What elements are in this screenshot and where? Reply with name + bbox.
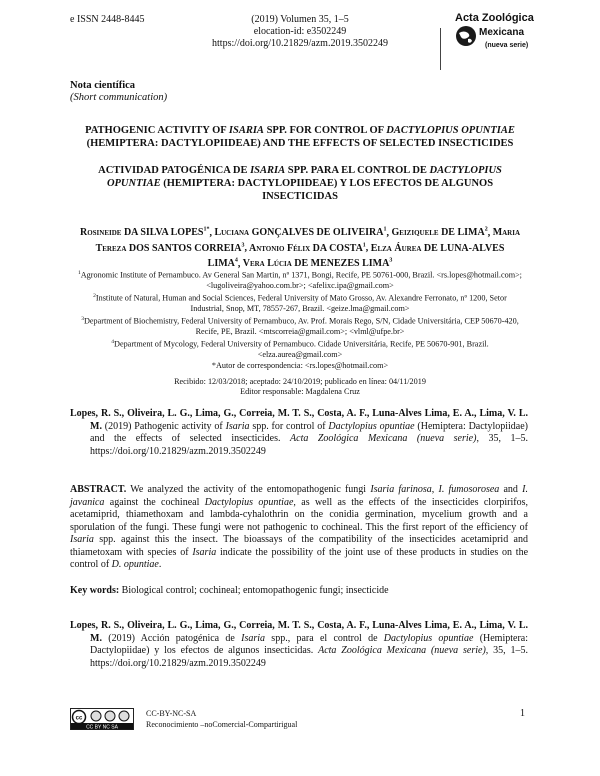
journal-name-line3: (nueva serie) xyxy=(485,42,529,49)
author: Elza Áurea DE LUNA-ALVES LIMA$^4$ xyxy=(207,242,505,269)
page-number: 1 xyxy=(520,708,525,719)
article-type-es: Nota científica xyxy=(70,80,136,91)
journal-name-line1: Acta Zoológica xyxy=(455,12,534,24)
header-citation xyxy=(180,14,420,50)
affiliation: $^4$Department of Mycology, Federal University of Pernambuco. Cidade Universitária, Recife, PE 50670-901, Brazil. <elza.aurea@gmail.com> xyxy=(111,339,489,360)
cc-license-badge[interactable] xyxy=(70,708,134,730)
citation-authors: Lopes, R. S., Oliveira, L. G., Lima, G., Correia, M. T. S., Costa, A. F., Luna-Alves Lima, E. A., Lima, V. L. M. xyxy=(70,408,528,432)
title-genus: ISARIA xyxy=(228,125,264,136)
article-type xyxy=(70,80,167,104)
author: Maria Tereza DOS SANTOS CORREIA$^3$ xyxy=(95,227,521,254)
title-text: (HEMIPTERA: DACTYLOPIIDEAE) AND THE EFFECTS OF SELECTED INSECTICIDES xyxy=(86,138,514,149)
author: Geiziquele DE LIMA$^2$ xyxy=(391,227,488,239)
abstract-label: ABSTRACT. xyxy=(70,484,127,495)
keywords-text: Biological control; cochineal; entomopathogenic fungi; insecticide xyxy=(119,585,389,596)
title-species: DACTYLOPIUS OPUNTIAE xyxy=(386,125,515,136)
title-genus: ISARIA xyxy=(250,165,286,176)
globe-icon xyxy=(455,25,477,47)
license-description: Reconocimiento –noComercial-Compartirigual xyxy=(146,720,298,729)
title-text: SPP. FOR CONTROL OF xyxy=(263,125,387,136)
citation-authors: Lopes, R. S., Oliveira, L. G., Lima, G., Correia, M. T. S., Costa, A. F., Luna-Alves Lima, E. A., Lima, V. L. M. xyxy=(70,620,528,644)
editor: Editor responsable: Magdalena Cruz xyxy=(240,387,360,397)
page-header xyxy=(0,14,600,74)
title-text: SPP. PARA EL CONTROL DE xyxy=(285,165,430,176)
citation-spanish: Lopes, R. S., Oliveira, L. G., Lima, G., Correia, M. T. S., Costa, A. F., Luna-Alves Lima, E. A., Lima, V. L. M. (2019) Acción patogénica de Isaria spp., para el control de Dactylopius opuntiae (Hemiptera: Dactylopiidae) y los efectos de algunos insecticidas. Acta Zoológica Mexicana (nueva serie), 35, 1–5. https://doi.org/10.21829/azm.2019.3502249 xyxy=(70,620,529,669)
license-text xyxy=(146,708,297,730)
abstract: ABSTRACT. We analyzed the activity of the entomopathogenic fungi Isaria farinosa, I. fumosorosea and I. javanica against the cochineal Dactylopius opuntiae, as well as the effects of the insecticides clorpirifos, acetamiprid, thiamethoxam and lambda-cyhalothrin on the conidia germination, mycelium growth and a sporulation of the fungi. These fungi were not pathogenic to cochineal. This the first report of the efficiency of Isaria spp. against this the insect. The bioassays of the compatibility of the insecticides acetamiprid and thiametoxam with species of Isaria indicate the possibility of the joint use of these products in studies on the control of D. opuntiae. xyxy=(70,484,529,570)
citation-english: Lopes, R. S., Oliveira, L. G., Lima, G., Correia, M. T. S., Costa, A. F., Luna-Alves Lima, E. A., Lima, V. L. M. (2019) Pathogenic activity of Isaria spp. for control of Dactylopius opuntiae (Hemiptera: Dactylopiidae) and the effects of selected insecticides. Acta Zoológica Mexicana (nueva serie), 35, 1–5. https://doi.org/10.21829/azm.2019.3502249 xyxy=(70,408,529,457)
doi-link[interactable]: https://doi.org/10.21829/azm.2019.3502249 xyxy=(212,38,388,49)
issn: e ISSN 2448-8445 xyxy=(70,14,145,25)
title-text: (HEMIPTERA: DACTYLOPIIDEAE) Y LOS EFECTOS DE ALGUNOS INSECTICIDAS xyxy=(160,178,494,202)
corresponding-author: *Autor de correspondencia: <rs.lopes@hotmail.com> xyxy=(211,360,389,370)
license-code: CC-BY-NC-SA xyxy=(146,709,197,718)
author: Rosineide DA SILVA $LOPES^{1*}$ xyxy=(79,227,210,239)
keywords-label: Key words: xyxy=(70,585,120,596)
affiliation: $^3$Department of Biochemistry, Federal University of Pernambuco, Av. Prof. Morais Rego, S/N, Cidade Universitária, CEP 50670-420, Recife, PE, Brazil. <mtscorreia@gmail.com>; <vlml@ufpe.br> xyxy=(81,316,519,337)
svg-text:cc: cc xyxy=(75,715,83,722)
title-species: DACTYLOPIUS OPUNTIAE xyxy=(106,165,502,189)
article-type-en: (Short communication) xyxy=(70,92,168,103)
author: Vera Lúcia DE MENEZES LIMA$^3$ xyxy=(242,257,393,269)
volume: (2019) Volumen 35, 1–5 xyxy=(251,14,349,25)
affiliation: $^2$Institute of Natural, Human and Social Sciences, Federal University of Mato Grosso, Av. Alexandre Ferronato, nº 1200, Setor Industrial, Snop, MT, 78557-267, Brazil. <geize.lma@gmail.com> xyxy=(93,293,507,314)
affiliations xyxy=(78,268,522,371)
author-list: Rosineide DA SILVA $LOPES^{1*}$, Luciana GONÇALVES DE OLIVEIRA$^1$, Geiziquele DE LIMA$^2$, Maria Tereza DOS SANTOS CORREIA$^3$, Antonio Félix DA COSTA$^1$, Elza Áurea DE LUNA-ALVES LIMA$^4$, Vera Lúcia DE MENEZES LIMA$^3$ xyxy=(79,227,521,269)
author: Luciana GONÇALVES DE OLIVEIRA$^1$ xyxy=(214,227,387,239)
affiliation: $^1$Agronomic Institute of Pernambuco. Av General San Martin, nº 1371, Bongi, Recife, PE 50761-000, Brazil. <rs.lopes@hotmail.com>; <lugoliveira@yahoo.com.br>; <afelixc.ipa@gmail.com> xyxy=(78,270,522,290)
title-spanish xyxy=(78,164,522,203)
svg-text:CC BY NC SA: CC BY NC SA xyxy=(86,724,118,730)
author: Antonio Félix DA COSTA$^1$ xyxy=(248,242,366,254)
title-english xyxy=(78,124,522,150)
elocation: elocation-id: e3502249 xyxy=(253,26,347,37)
page-footer xyxy=(70,708,530,738)
title-text: PATHOGENIC ACTIVITY OF xyxy=(85,125,229,136)
citation-journal: Acta Zoológica Mexicana (nueva serie) xyxy=(318,645,486,656)
title-text: ACTIVIDAD PATOGÉNICA DE xyxy=(98,165,251,176)
journal-name-line2: Mexicana xyxy=(479,27,525,38)
publication-dates xyxy=(78,377,522,397)
received-accepted: Recibido: 12/03/2018; aceptado: 24/10/2019; publicado en línea: 04/11/2019 xyxy=(174,377,426,386)
citation-journal: Acta Zoológica Mexicana (nueva serie) xyxy=(290,433,477,444)
keywords xyxy=(70,585,528,598)
header-divider xyxy=(440,28,441,70)
citation-doi[interactable]: , 35, 1–5. https://doi.org/10.21829/azm.2019.3502249 xyxy=(90,433,529,457)
journal-logo xyxy=(455,12,545,64)
citation-doi[interactable]: , 35, 1–5. https://doi.org/10.21829/azm.2019.3502249 xyxy=(90,645,529,669)
